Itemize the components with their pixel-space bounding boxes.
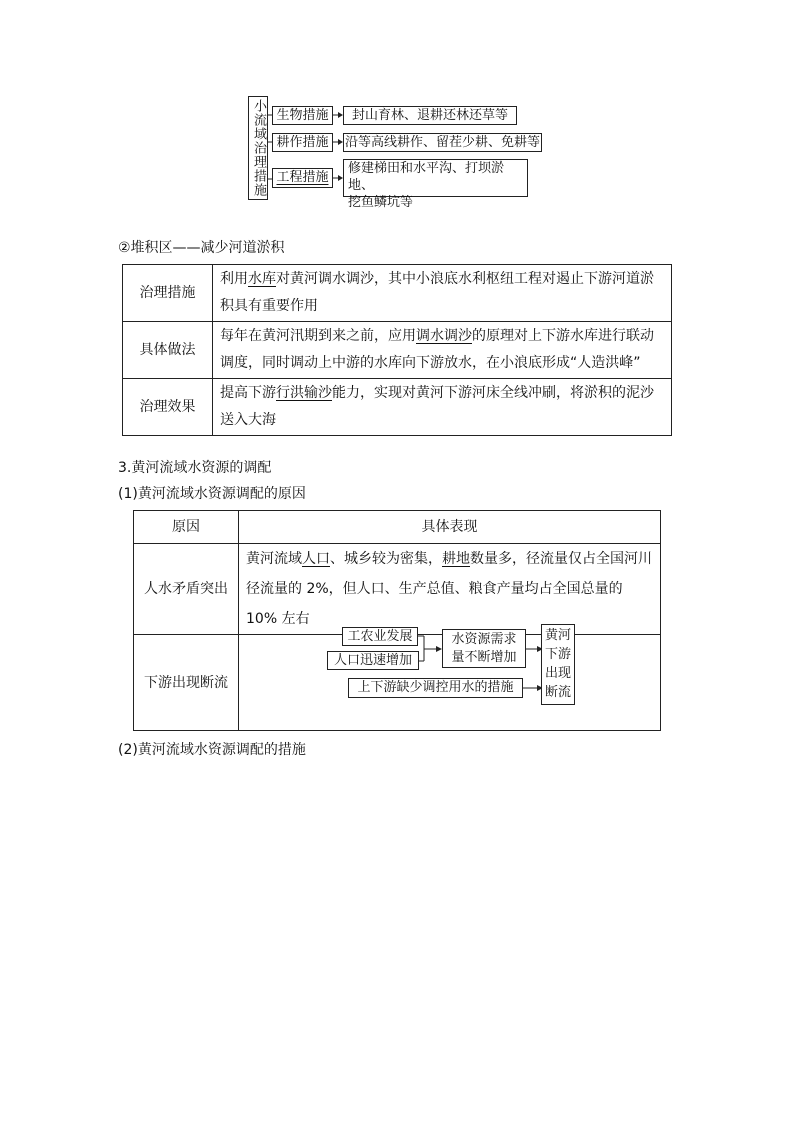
detail-text-engineering-2: 挖鱼鳞坑等 — [348, 195, 414, 210]
table-row — [123, 265, 672, 322]
header-detail: 具体表现 — [239, 511, 661, 544]
deposition-table — [122, 264, 672, 436]
measure-label-bio: 生物措施 — [276, 108, 329, 123]
row-label: 治理措施 — [123, 265, 213, 322]
row-label: 人水矛盾突出 — [134, 544, 239, 635]
flow-box-result: 黄河 下游 出现 断流 — [541, 624, 575, 705]
table-row — [123, 379, 672, 436]
section3-heading: 3.黄河流域水资源的调配 — [118, 460, 272, 476]
keyword-flood-sediment: 行洪输沙 — [276, 385, 332, 401]
row-label: 治理效果 — [123, 379, 213, 436]
row-content: 利用水库对黄河调水调沙，其中小浪底水利枢纽工程对遏止下游河道淤积具有重要作用 — [213, 265, 672, 322]
flow-box-no-regulation: 上下游缺少调控用水的措施 — [348, 678, 523, 698]
header-reason: 原因 — [134, 511, 239, 544]
measure-box-bio — [272, 106, 333, 125]
flow-box-population: 人口迅速增加 — [327, 651, 419, 670]
section3-sub1: (1)黄河流域水资源调配的原因 — [118, 486, 306, 502]
detail-box-bio — [343, 106, 517, 125]
flow-box-industry: 工农业发展 — [342, 627, 418, 646]
section3-sub2: (2)黄河流域水资源调配的措施 — [118, 742, 306, 758]
table-header-row — [134, 511, 661, 544]
detail-box-farming — [343, 133, 542, 152]
measure-label-engineering: 工程措施 — [276, 170, 329, 185]
keyword-population: 人口 — [302, 551, 330, 567]
detail-box-engineering — [343, 159, 528, 210]
keyword-farmland: 耕地 — [442, 551, 470, 567]
row-label: 下游出现断流 — [134, 635, 239, 731]
deposition-heading: ②堆积区——减少河道淤积 — [118, 240, 285, 256]
measure-box-engineering — [272, 168, 333, 188]
row-label: 具体做法 — [123, 322, 213, 379]
detail-text-bio: 封山育林、退耕还林还草等 — [351, 108, 508, 123]
row-content: 提高下游行洪输沙能力，实现对黄河下游河床全线冲刷，将淤积的泥沙送入大海 — [213, 379, 672, 436]
flow-box-demand: 水资源需求 量不断增加 — [442, 629, 526, 668]
keyword-water-sediment: 调水调沙 — [416, 328, 472, 344]
detail-text-engineering-1: 修建梯田和水平沟、打坝淤地、 — [348, 161, 505, 193]
row-content: 每年在黄河汛期到来之前，应用调水调沙的原理对上下游水库进行联动调度，同时调动上中游的水库向下游放水，在小浪底形成“人造洪峰” — [213, 322, 672, 379]
measure-box-farming — [272, 133, 333, 152]
measure-label-farming: 耕作措施 — [276, 135, 329, 150]
table-row — [123, 322, 672, 379]
row-content: 黄河流域人口、城乡较为密集，耕地数量多，径流量仅占全国河川径流量的 2%，但人口、生产总值、粮食产量均占全国总量的 10% 左右 — [239, 544, 661, 635]
detail-text-farming: 沿等高线耕作、留茬少耕、免耕等 — [344, 135, 540, 150]
diagram-root-label: 小流域治理措施 — [251, 99, 266, 197]
keyword-reservoir: 水库 — [248, 271, 276, 287]
